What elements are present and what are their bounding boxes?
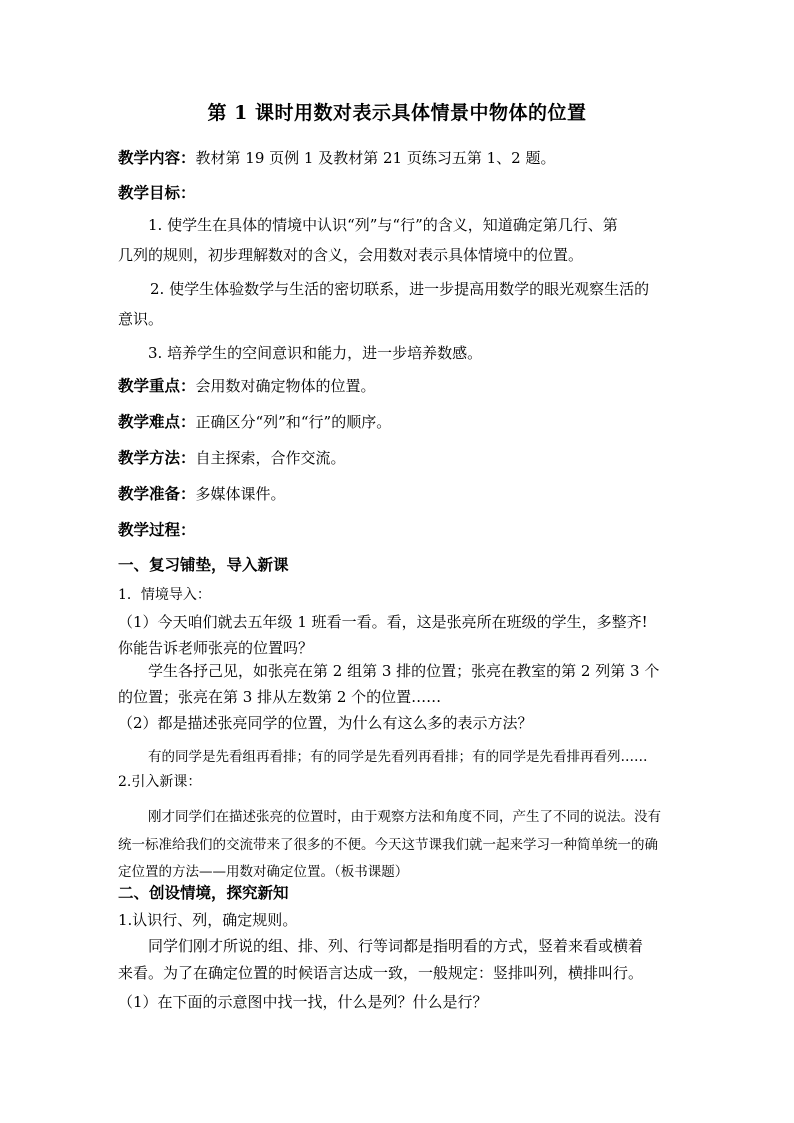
section-1-heading: 一、复习铺垫，导入新课 (118, 555, 289, 574)
key-point-label: 教学重点： (118, 376, 196, 395)
s2-question-1: （1）在下面的示意图中找一找，什么是列？什么是行？ (118, 993, 488, 1011)
s2-paragraph-line-2: 来看。为了在确定位置的时候语言达成一致，一般规定：竖排叫列，横排叫行。 (118, 964, 644, 982)
difficult-point-text: 正确区分“列”和“行”的顺序。 (195, 413, 392, 431)
method-text: 自主探索，合作交流。 (195, 449, 346, 467)
s2-paragraph-line-1: 同学们刚才所说的组、排、列、行等词都是指明看的方式，竖着来看或横着 (148, 937, 644, 955)
section-2-heading: 二、创设情境，探究新知 (118, 883, 289, 902)
s1-answer-2: 有的同学是先看组再看排；有的同学是先看列再看排；有的同学是先看排再看列…… (148, 749, 648, 765)
s1-answer-line-2: 的位置；张亮在第 3 排从左数第 2 个的位置…… (118, 688, 442, 706)
goal-1-line-2: 几列的规则，初步理解数对的含义，会用数对表示具体情境中的位置。 (118, 246, 584, 264)
preparation-text: 多媒体课件。 (195, 485, 286, 503)
goal-1-line-1: 1. 使学生在具体的情境中认识“列”与“行”的含义，知道确定第几行、第 (148, 216, 618, 234)
difficult-point-label: 教学难点： (118, 412, 196, 431)
s1-item-1: 1．情境导入： (118, 587, 211, 603)
key-point-text: 会用数对确定物体的位置。 (195, 377, 376, 395)
teaching-content-label: 教学内容： (118, 148, 196, 167)
goal-2-line-1: 2. 使学生体验数学与生活的密切联系，进一步提高用数学的眼光观察生活的 (150, 280, 650, 298)
s2-item-1: 1.认识行、列，确定规则。 (118, 911, 298, 929)
s1-question-2: （2）都是描述张亮同学的位置，为什么有这么多的表示方法？ (118, 714, 533, 732)
preparation-line (118, 482, 286, 504)
s1-paragraph-line-1: 刚才同学们在描述张亮的位置时，由于观察方法和角度不同，产生了不同的说法。没有 (148, 809, 661, 825)
s1-answer-line-1: 学生各抒己见，如张亮在第 2 组第 3 排的位置；张亮在教室的第 2 列第 3 个 (148, 662, 660, 680)
key-point-line (118, 374, 376, 396)
process-label: 教学过程： (118, 520, 196, 539)
preparation-label: 教学准备： (118, 484, 196, 503)
teaching-content-line (118, 146, 555, 168)
s1-question-1-line-1: （1）今天咱们就去五年级 1 班看一看。看，这是张亮所在班级的学生，多整齐! (118, 613, 648, 631)
s1-question-1-line-2: 你能告诉老师张亮的位置吗？ (118, 639, 314, 657)
s1-paragraph-line-3: 定位置的方法——用数对确定位置。（板书课题） (118, 864, 409, 880)
teaching-content-text: 教材第 19 页例 1 及教材第 21 页练习五第 1、2 题。 (195, 149, 556, 167)
goal-3: 3. 培养学生的空间意识和能力，进一步培养数感。 (148, 344, 483, 362)
teaching-goals-label: 教学目标： (118, 183, 196, 202)
method-label: 教学方法： (118, 448, 196, 467)
difficult-point-line (118, 410, 391, 432)
goal-2-line-2: 意识。 (118, 310, 164, 328)
page-title: 第 1 课时用数对表示具体情景中物体的位置 (207, 102, 587, 124)
s1-item-2: 2.引入新课： (118, 774, 202, 790)
method-line (118, 446, 346, 468)
s1-paragraph-line-2: 统一标准给我们的交流带来了很多的不便。今天这节课我们就一起来学习一种简单统一的确 (118, 837, 658, 853)
